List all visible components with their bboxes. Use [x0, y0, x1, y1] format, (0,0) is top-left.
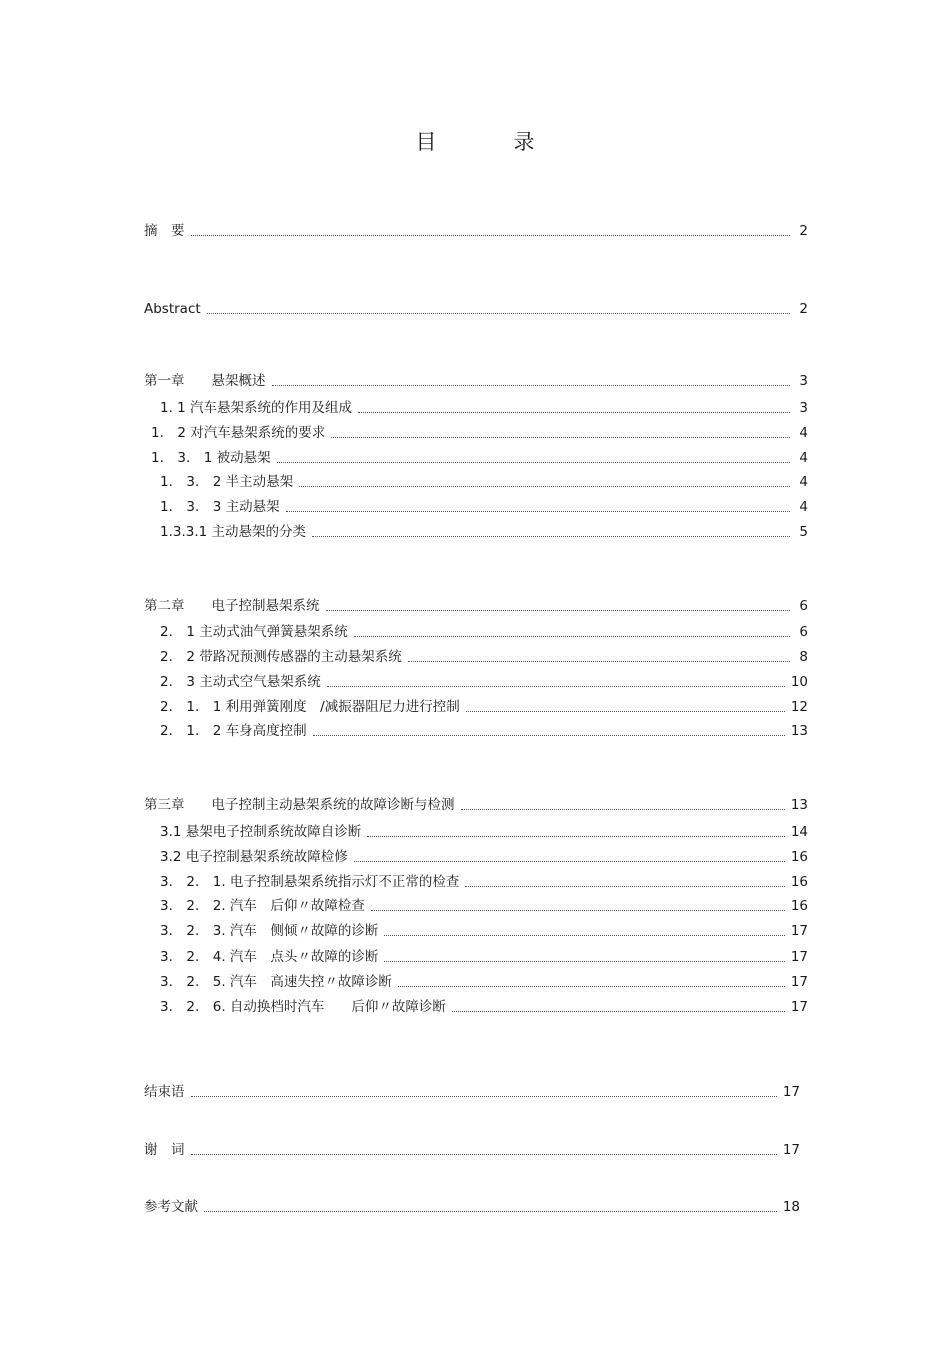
toc-label: 2. 2 带路况预测传感器的主动悬架系统: [160, 649, 402, 665]
toc-page-number: 5: [799, 524, 808, 540]
toc-leader: [384, 919, 784, 936]
toc-page-number: 14: [790, 824, 808, 840]
toc-leader: [191, 219, 791, 236]
toc-leader: [299, 470, 790, 487]
toc-leader: [371, 894, 785, 911]
toc-leader: [277, 446, 790, 463]
toc-label: 第一章 悬架概述: [144, 373, 266, 389]
toc-label: 2. 1 主动式油气弹簧悬架系统: [160, 624, 348, 640]
toc-page-number: 3: [799, 373, 808, 389]
toc-label: 3. 2. 3. 汽车 侧倾〃故障的诊断: [160, 923, 379, 939]
toc-leader: [191, 1138, 777, 1155]
toc-leader: [354, 845, 785, 862]
toc-entry: [160, 620, 808, 640]
toc-label: 结束语: [144, 1084, 185, 1100]
toc-leader: [326, 594, 791, 611]
toc-entry: [160, 945, 808, 965]
toc-entry: [160, 695, 808, 715]
toc-label: 3. 2. 6. 自动换档时汽车 后仰〃故障诊断: [160, 999, 446, 1015]
toc-page-number: 17: [790, 974, 808, 990]
toc-page-number: 10: [790, 674, 808, 690]
toc-entry: [144, 369, 808, 389]
toc-entry: [160, 995, 808, 1015]
toc-entry: [160, 495, 808, 515]
toc-label: 3. 2. 2. 汽车 后仰〃故障检查: [160, 898, 365, 914]
toc-page-number: 4: [799, 425, 808, 441]
toc-page-number: 8: [799, 649, 808, 665]
toc-label: 1. 3. 2 半主动悬架: [160, 474, 294, 490]
toc-page-number: 13: [790, 723, 808, 739]
toc-page-number: 16: [790, 849, 808, 865]
toc-leader: [398, 970, 785, 987]
toc-page-number: 4: [799, 450, 808, 466]
toc-entry: [144, 1080, 800, 1100]
toc-entry: [144, 1138, 800, 1158]
toc-page-number: 17: [790, 999, 808, 1015]
toc-entry: [151, 421, 808, 441]
toc-entry: [160, 645, 808, 665]
toc-page-number: 6: [799, 598, 808, 614]
toc-leader: [465, 870, 784, 887]
toc-label: 2. 3 主动式空气悬架系统: [160, 674, 321, 690]
toc-entry: [160, 470, 808, 490]
toc-label: 摘 要: [144, 223, 185, 239]
toc-page-number: 17: [790, 949, 808, 965]
toc-leader: [331, 421, 790, 438]
toc-leader: [191, 1080, 777, 1097]
toc-entry: [160, 396, 808, 416]
toc-leader: [358, 396, 790, 413]
toc-label: 1. 1 汽车悬架系统的作用及组成: [160, 400, 353, 416]
toc-leader: [286, 495, 790, 512]
toc-page-number: 18: [782, 1199, 800, 1215]
toc-page-number: 17: [782, 1142, 800, 1158]
page-title: 目 录: [415, 130, 563, 154]
toc-entry: [144, 219, 808, 239]
toc-label: 3. 2. 4. 汽车 点头〃故障的诊断: [160, 949, 379, 965]
toc-leader: [466, 695, 785, 712]
toc-leader: [354, 620, 790, 637]
toc-entry: [144, 594, 808, 614]
toc-label: 1. 3. 1 被动悬架: [151, 450, 271, 466]
toc-page-number: 17: [790, 923, 808, 939]
toc-entry: [160, 820, 808, 840]
toc-entry: [160, 719, 808, 739]
toc-label: 第二章 电子控制悬架系统: [144, 598, 320, 614]
toc-entry: [160, 919, 808, 939]
toc-page-number: 2: [799, 223, 808, 239]
toc-label: 谢 词: [144, 1142, 185, 1158]
toc-label: 1. 3. 3 主动悬架: [160, 499, 280, 515]
toc-label: 第三章 电子控制主动悬架系统的故障诊断与检测: [144, 797, 455, 813]
toc-leader: [367, 820, 785, 837]
toc-label: 3. 2. 1. 电子控制悬架系统指示灯不正常的检查: [160, 874, 460, 890]
toc-page-number: 4: [799, 499, 808, 515]
toc-label: Abstract: [144, 301, 201, 317]
toc-leader: [312, 520, 790, 537]
toc-label: 参考文献: [144, 1199, 198, 1215]
toc-page-number: 16: [790, 874, 808, 890]
toc-label: 3.2 电子控制悬架系统故障检修: [160, 849, 348, 865]
toc-page-number: 12: [790, 699, 808, 715]
toc-page-number: 17: [782, 1084, 800, 1100]
toc-leader: [452, 995, 785, 1012]
toc-leader: [461, 793, 785, 810]
toc-entry: [160, 520, 808, 540]
toc-entry: [160, 870, 808, 890]
toc-entry: [160, 894, 808, 914]
toc-label: 1.3.3.1 主动悬架的分类: [160, 524, 307, 540]
toc-page-number: 6: [799, 624, 808, 640]
toc-leader: [204, 1195, 777, 1212]
toc-page-number: 13: [790, 797, 808, 813]
toc-label: 3. 2. 5. 汽车 高速失控〃故障诊断: [160, 974, 392, 990]
toc-entry: [144, 1195, 800, 1215]
toc-label: 2. 1. 2 车身高度控制: [160, 723, 307, 739]
toc-entry: [144, 793, 808, 813]
toc-leader: [272, 369, 791, 386]
toc-page-number: 4: [799, 474, 808, 490]
toc-page-number: 16: [790, 898, 808, 914]
toc-page-number: 3: [799, 400, 808, 416]
toc-label: 1. 2 对汽车悬架系统的要求: [151, 425, 326, 441]
toc-entry: [144, 297, 808, 317]
toc-leader: [408, 645, 790, 662]
toc-leader: [327, 670, 785, 687]
toc-page-number: 2: [799, 301, 808, 317]
toc-leader: [207, 297, 790, 314]
toc-entry: [160, 970, 808, 990]
toc-entry: [160, 670, 808, 690]
toc-leader: [384, 945, 784, 962]
toc-entry: [160, 845, 808, 865]
toc-label: 2. 1. 1 利用弹簧刚度 /减振器阻尼力进行控制: [160, 699, 460, 715]
toc-label: 3.1 悬架电子控制系统故障自诊断: [160, 824, 362, 840]
toc-entry: [151, 446, 808, 466]
toc-leader: [313, 719, 785, 736]
